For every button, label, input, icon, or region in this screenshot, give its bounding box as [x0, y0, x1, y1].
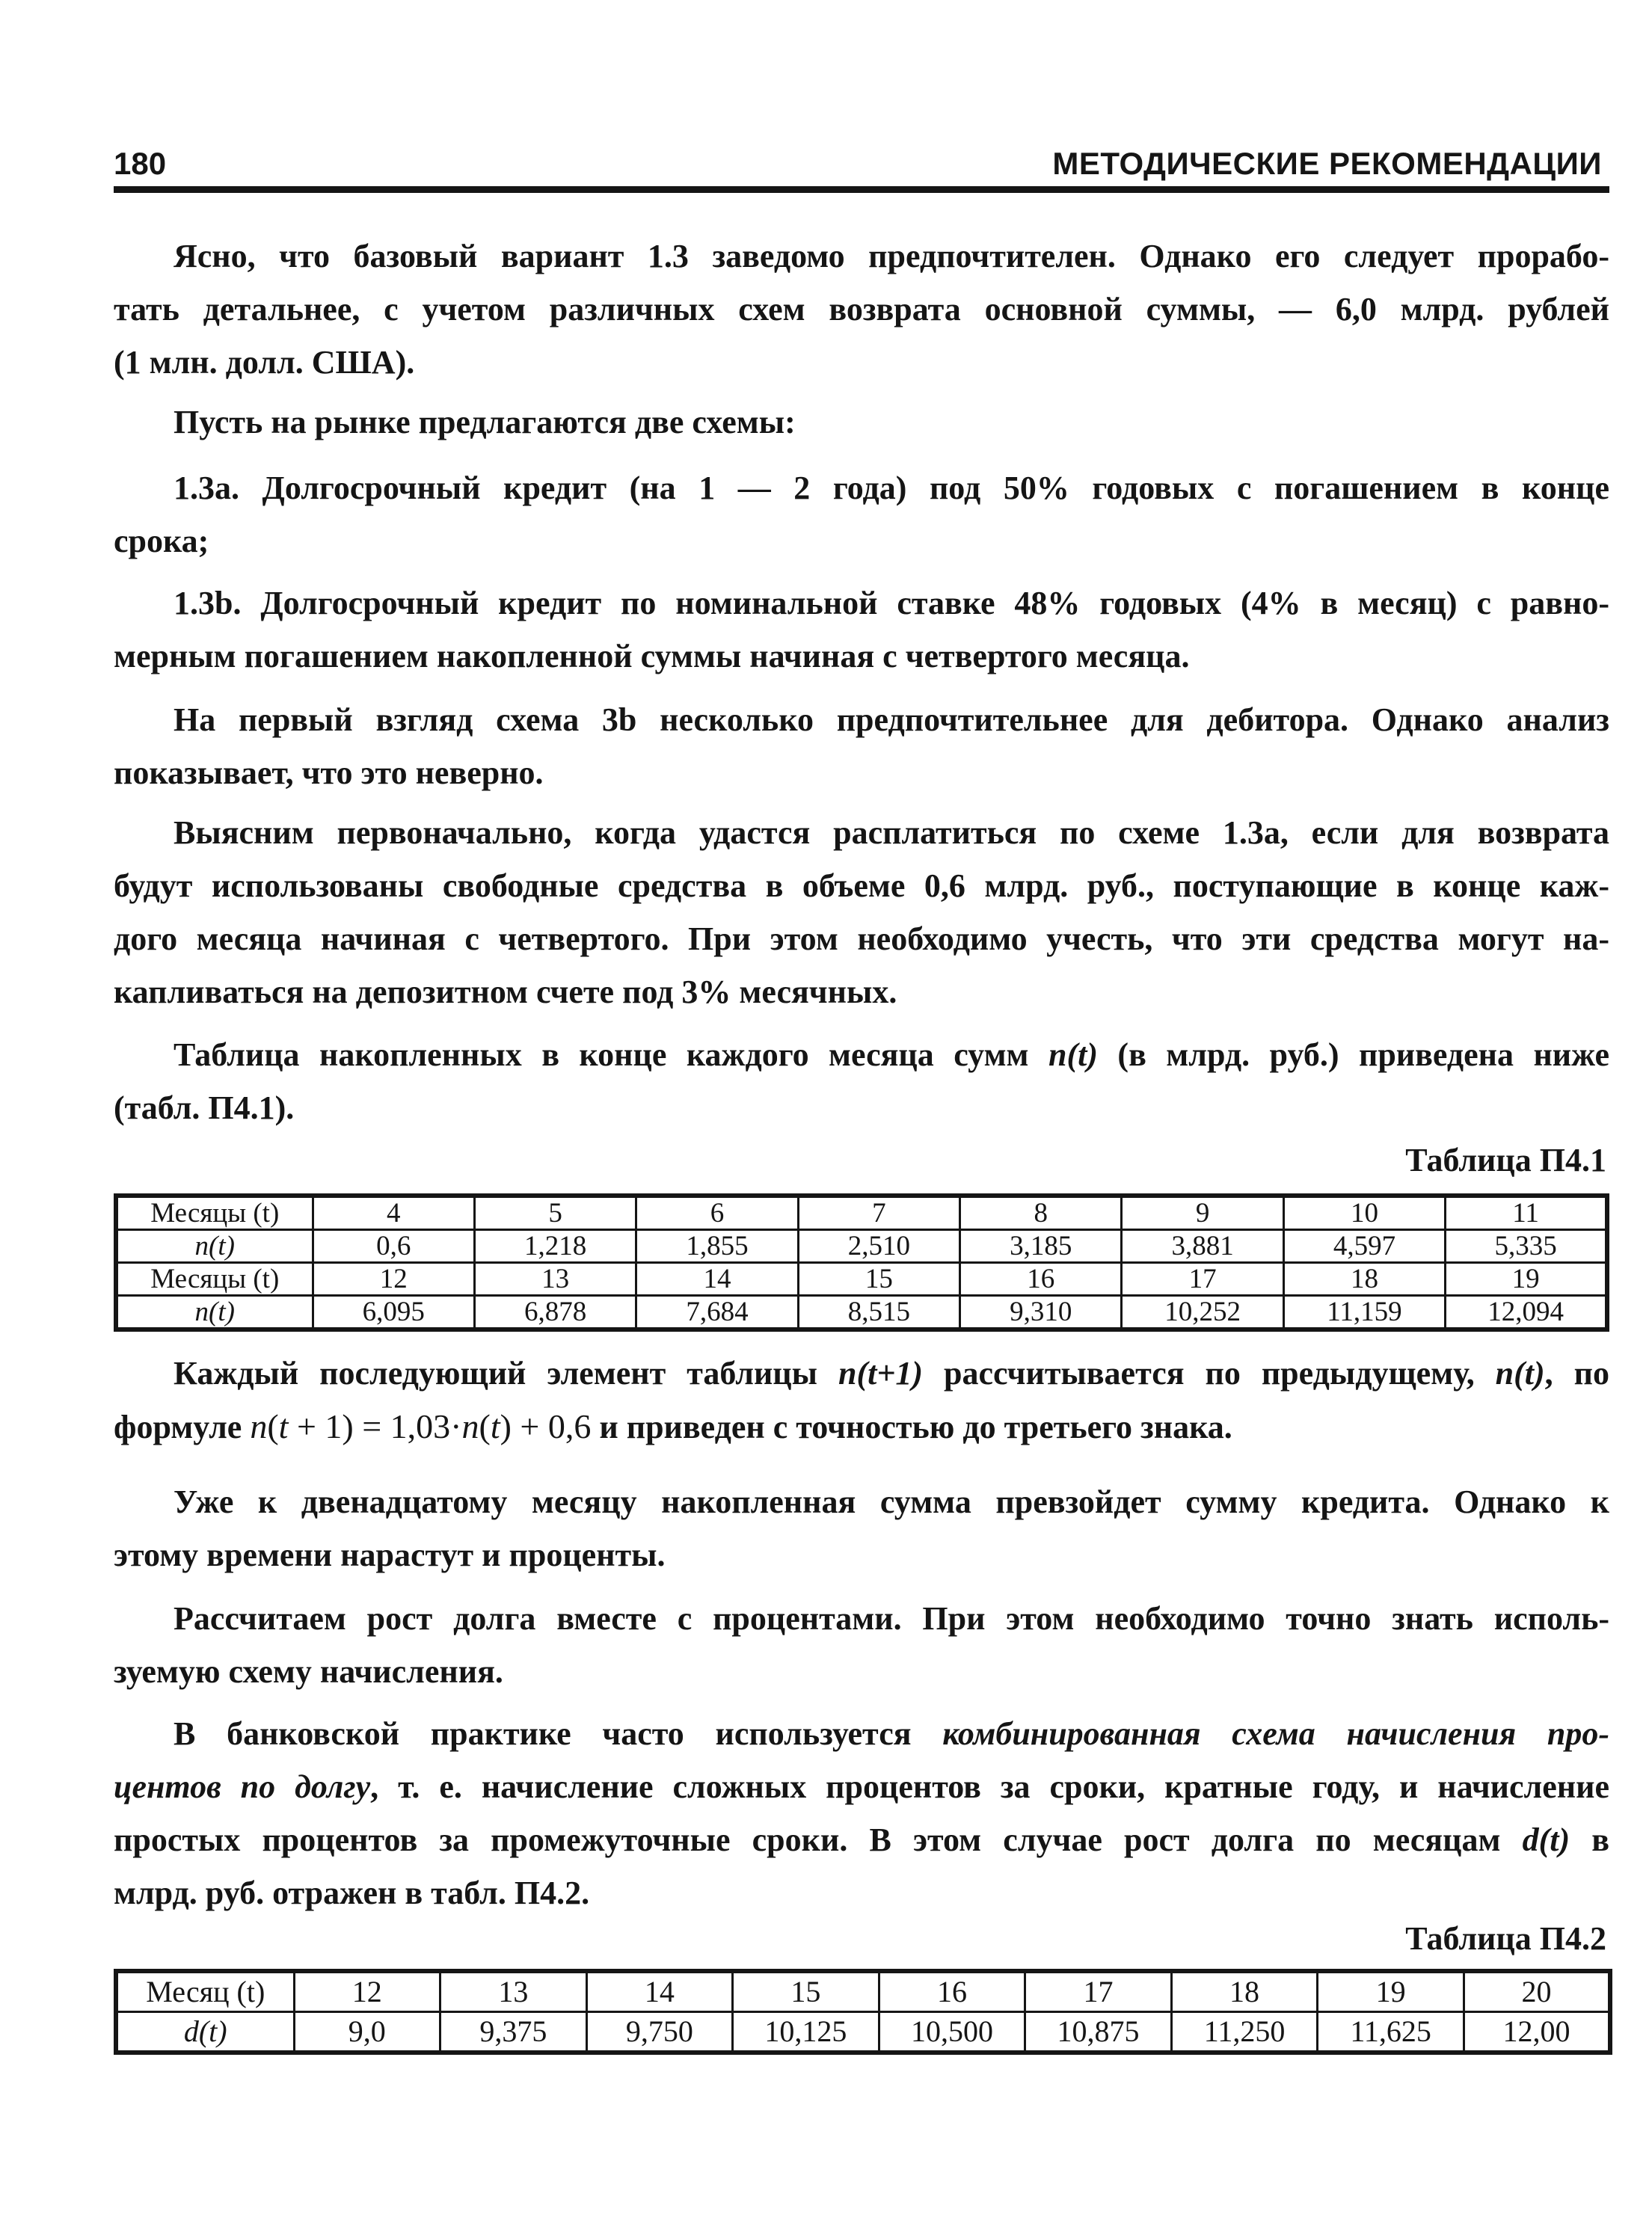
table-cell: 16 — [879, 1971, 1025, 2012]
table-cell: 12,00 — [1464, 2012, 1610, 2053]
text-segment: Каждый последующий элемент таблицы — [174, 1355, 838, 1392]
text-line: тать детальнее, с учетом различных схем возврата основной суммы, — 6,0 млрд. рублей — [114, 291, 1609, 328]
table-cell: 10 — [1283, 1196, 1445, 1230]
formula-part: t — [490, 1407, 500, 1445]
formula-part: n — [250, 1407, 268, 1445]
table-cell: 9,0 — [294, 2012, 440, 2053]
text-line: будут использованы свободные средства в объеме 0,6 млрд. руб., поступающие в конце каж- — [114, 867, 1609, 904]
text-line: этому времени нарастут и проценты. — [114, 1537, 666, 1573]
table-cell: 11 — [1446, 1196, 1607, 1230]
row-label-cell: n(t) — [116, 1230, 313, 1263]
table-row — [116, 1230, 1607, 1263]
table-cell: 6,878 — [474, 1296, 636, 1330]
table-cell: 12,094 — [1446, 1296, 1607, 1330]
text-line: Ясно, что базовый вариант 1.3 заведомо предпочтителен. Однако его следует прорабо- — [174, 238, 1609, 274]
text-line — [114, 1400, 1609, 1453]
table-cell: 14 — [586, 1971, 733, 2012]
table-cell: 9 — [1122, 1196, 1283, 1230]
row-label-cell: n(t) — [116, 1296, 313, 1330]
table-cell: 11,250 — [1171, 2012, 1318, 2053]
table-p4-1 — [114, 1193, 1609, 1332]
table-row — [116, 2012, 1610, 2053]
math-variable: n(t+1) — [838, 1355, 924, 1392]
table-cell: 5 — [474, 1196, 636, 1230]
paragraph-5 — [114, 693, 1609, 799]
row-label-cell: d(t) — [116, 2012, 294, 2053]
paragraph-11 — [114, 1707, 1609, 1919]
text-line: дого месяца начиная с четвертого. При этом необходимо учесть, что эти средства могут на- — [114, 920, 1609, 957]
text-line: 1.3b. Долгосрочный кредит по номинальной ставке 48% годовых (4% в месяц) с равно- — [174, 585, 1609, 621]
text-segment: , по — [1544, 1355, 1609, 1392]
paragraph-10 — [114, 1592, 1609, 1698]
text-line: На первый взгляд схема 3b несколько предпочтительнее для дебитора. Однако анализ — [174, 701, 1609, 738]
text-line: показывает, что это неверно. — [114, 754, 544, 791]
table-cell: 10,500 — [879, 2012, 1025, 2053]
table-row — [116, 1196, 1607, 1230]
text-line: (табл. П4.1). — [114, 1089, 295, 1126]
text-line: млрд. руб. отражен в табл. П4.2. — [114, 1875, 590, 1911]
table-cell: 9,310 — [960, 1296, 1122, 1330]
row-label-cell: Месяцы (t) — [116, 1196, 313, 1230]
emphasized-term: комбинированная схема начисления про- — [942, 1715, 1609, 1752]
table-cell: 9,375 — [440, 2012, 587, 2053]
text-segment: и приведен с точностью до третьего знака. — [591, 1409, 1232, 1445]
paragraph-4 — [114, 577, 1609, 683]
table-cell: 10,125 — [733, 2012, 879, 2053]
table-cell: 7,684 — [636, 1296, 798, 1330]
table-cell: 6,095 — [313, 1296, 474, 1330]
text-line — [114, 1760, 1609, 1813]
math-variable: n(t) — [1048, 1036, 1098, 1073]
paragraph-3 — [114, 461, 1609, 568]
text-line: (1 млн. долл. США). — [114, 344, 415, 381]
table-cell: 1,218 — [474, 1230, 636, 1263]
text-line — [114, 1028, 1609, 1081]
table-cell: 19 — [1446, 1263, 1607, 1296]
table-cell: 4,597 — [1283, 1230, 1445, 1263]
table-cell: 10,875 — [1025, 2012, 1172, 2053]
table-cell: 20 — [1464, 1971, 1610, 2012]
formula-part: t — [278, 1407, 289, 1445]
paragraph-8 — [114, 1347, 1609, 1453]
text-segment: в — [1570, 1821, 1609, 1858]
table-cell: 6 — [636, 1196, 798, 1230]
table-cell: 18 — [1171, 1971, 1318, 2012]
table-cell: 11,159 — [1283, 1296, 1445, 1330]
text-line: срока; — [114, 523, 209, 559]
paragraph-9 — [114, 1475, 1609, 1581]
table-caption-p4-1: Таблица П4.1 — [1405, 1142, 1606, 1178]
table-cell: 11,625 — [1318, 2012, 1464, 2053]
text-line: Уже к двенадцатому месяцу накопленная сумма превзойдет сумму кредита. Однако к — [174, 1484, 1609, 1520]
text-line — [114, 1707, 1609, 1760]
emphasized-term: центов по долгу — [114, 1768, 371, 1805]
table-cell: 8,515 — [798, 1296, 959, 1330]
running-title: МЕТОДИЧЕСКИЕ РЕКОМЕНДАЦИИ — [1052, 146, 1602, 181]
formula-part: + 1) = 1,03· — [288, 1407, 462, 1445]
table-row — [116, 1296, 1607, 1330]
table-row — [116, 1263, 1607, 1296]
text-line: зуемую схему начисления. — [114, 1653, 503, 1690]
table-cell: 3,881 — [1122, 1230, 1283, 1263]
page-number: 180 — [114, 146, 167, 181]
table-cell: 9,750 — [586, 2012, 733, 2053]
math-variable: d(t) — [1522, 1821, 1570, 1858]
paragraph-2 — [114, 396, 1609, 449]
table-cell: 1,855 — [636, 1230, 798, 1263]
text-segment: , т. е. начисление сложных процентов за сроки, кратные году, и начисление — [370, 1768, 1609, 1805]
text-line: мерным погашением накопленной суммы начиная с четвертого месяца. — [114, 638, 1190, 674]
table-cell: 7 — [798, 1196, 959, 1230]
table-cell: 17 — [1025, 1971, 1172, 2012]
table-cell: 17 — [1122, 1263, 1283, 1296]
paragraph-1 — [114, 230, 1609, 389]
text-line — [114, 1813, 1609, 1866]
text-segment: В банковской практике часто используется — [174, 1715, 943, 1752]
formula-part: ( — [479, 1407, 491, 1445]
text-segment: (в млрд. руб.) приведена ниже — [1097, 1036, 1609, 1073]
paragraph-7 — [114, 1028, 1609, 1134]
text-line: Рассчитаем рост долга вместе с процентами. При этом необходимо точно знать исполь- — [174, 1600, 1609, 1637]
table-cell: 2,510 — [798, 1230, 959, 1263]
table-cell: 3,185 — [960, 1230, 1122, 1263]
table-cell: 8 — [960, 1196, 1122, 1230]
table-cell: 13 — [474, 1263, 636, 1296]
recurrence-formula — [250, 1407, 591, 1445]
text-line — [114, 1347, 1609, 1400]
text-segment: Таблица накопленных в конце каждого месяца сумм — [174, 1036, 1048, 1073]
paragraph-6 — [114, 806, 1609, 1018]
table-cell: 13 — [440, 1971, 587, 2012]
header-rule — [114, 186, 1609, 193]
table-caption-p4-2: Таблица П4.2 — [1405, 1920, 1606, 1957]
text-segment: формуле — [114, 1409, 251, 1445]
table-cell: 10,252 — [1122, 1296, 1283, 1330]
table-cell: 15 — [798, 1263, 959, 1296]
text-line: Пусть на рынке предлагаются две схемы: — [174, 404, 796, 440]
formula-part: ) + 0,6 — [500, 1407, 592, 1445]
text-line: Выясним первоначально, когда удастся расплатиться по схеме 1.3a, если для возврата — [174, 814, 1609, 851]
table-cell: 12 — [294, 1971, 440, 2012]
table-cell: 18 — [1283, 1263, 1445, 1296]
table-cell: 14 — [636, 1263, 798, 1296]
table-cell: 16 — [960, 1263, 1122, 1296]
table-p4-2 — [114, 1969, 1612, 2055]
table-cell: 0,6 — [313, 1230, 474, 1263]
table-row — [116, 1971, 1610, 2012]
formula-part: n — [461, 1407, 479, 1445]
text-segment: простых процентов за промежуточные сроки. В этом случае рост долга по месяцам — [114, 1821, 1523, 1858]
table-cell: 4 — [313, 1196, 474, 1230]
row-label-cell: Месяц (t) — [116, 1971, 294, 2012]
table-cell: 12 — [313, 1263, 474, 1296]
text-line: 1.3a. Долгосрочный кредит (на 1 — 2 года) под 50% годовых с погашением в конце — [174, 470, 1609, 506]
text-segment: рассчитывается по предыдущему, — [923, 1355, 1496, 1392]
table-cell: 5,335 — [1446, 1230, 1607, 1263]
table-cell: 15 — [733, 1971, 879, 2012]
formula-part: ( — [267, 1407, 279, 1445]
table-cell: 19 — [1318, 1971, 1464, 2012]
text-line: капливаться на депозитном счете под 3% месячных. — [114, 974, 897, 1010]
math-variable: n(t) — [1495, 1355, 1545, 1392]
row-label-cell: Месяцы (t) — [116, 1263, 313, 1296]
